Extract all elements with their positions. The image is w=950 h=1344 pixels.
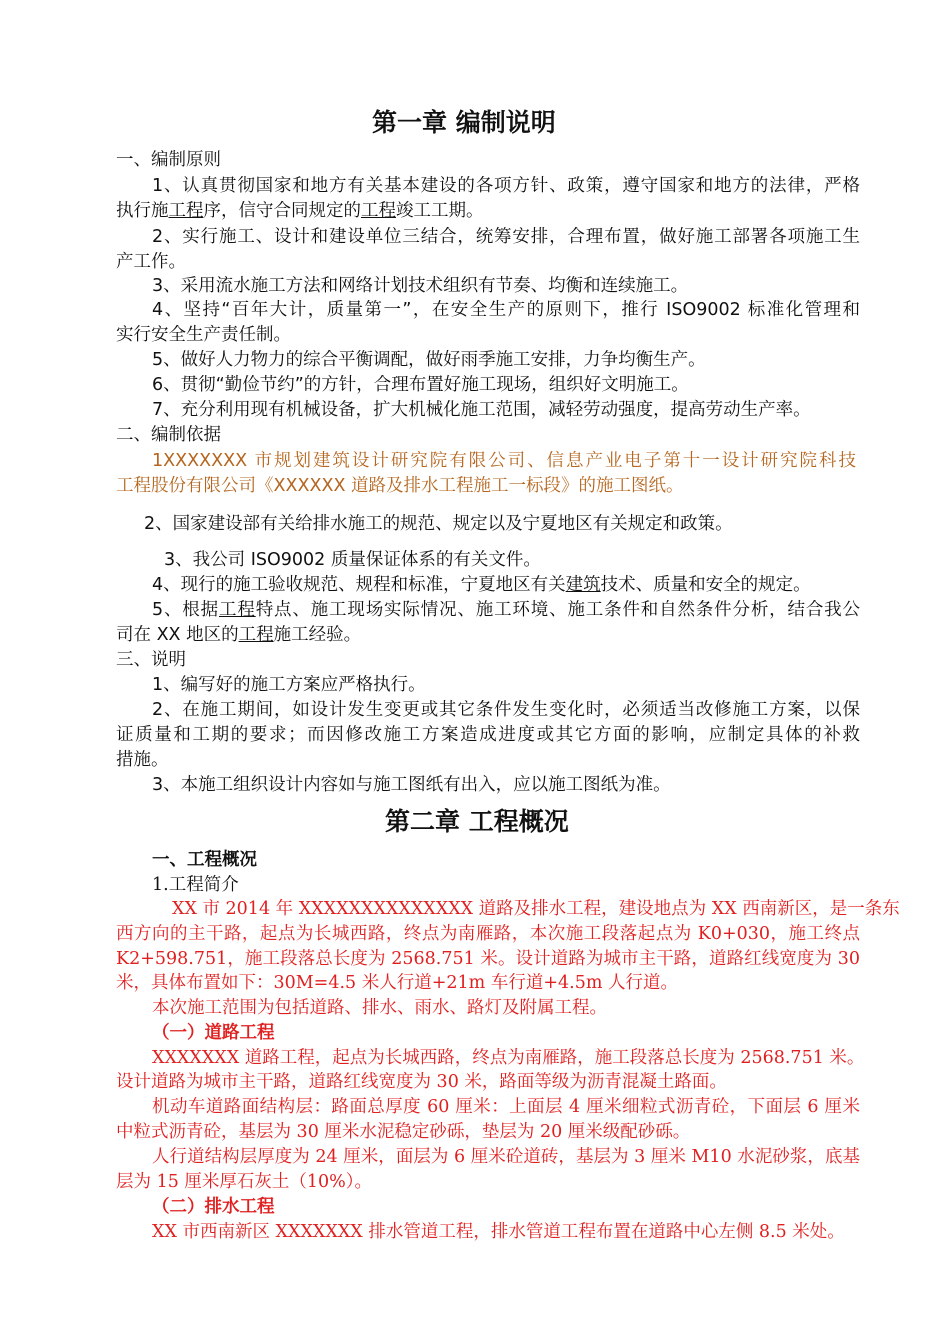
paragraph-line: 措施。 [116, 750, 169, 770]
paragraph-line: 1XXXXXXX 市规划建筑设计研究院有限公司、信息产业电子第十一设计研究院科技 [152, 451, 856, 471]
paragraph-line: 2、实行施工、设计和建设单位三结合，统筹安排，合理布置，做好施工部署各项施工生 [152, 227, 860, 247]
paragraph-line: 工程股份有限公司《XXXXXX 道路及排水工程施工一标段》的施工图纸。 [116, 476, 684, 496]
paragraph-line: 1、编写好的施工方案应严格执行。 [152, 675, 426, 695]
paragraph-line: 1、认真贯彻国家和地方有关基本建设的各项方针、政策，遵守国家和地方的法律，严格 [152, 176, 860, 196]
paragraph-line: 证质量和工期的要求；而因修改施工方案造成进度或其它方面的影响，应制定具体的补救 [116, 725, 860, 745]
paragraph-line: 本次施工范围为包括道路、排水、雨水、路灯及附属工程。 [152, 998, 607, 1018]
paragraph-line: 实行安全生产责任制。 [116, 325, 291, 345]
paragraph-line: 2、在施工期间，如设计发生变更或其它条件发生变化时，必须适当改修施工方案，以保 [152, 700, 860, 720]
section-heading-overview: 一、工程概况 [152, 850, 257, 870]
paragraph-line: 6、贯彻“勤俭节约”的方针，合理布置好施工现场，组织好文明施工。 [152, 375, 689, 395]
paragraph-line: XXXXXXX 道路工程，起点为长城西路，终点为南雁路，施工段落总长度为 2568.751 米。 [152, 1048, 865, 1068]
paragraph-line: 5、做好人力物力的综合平衡调配，做好雨季施工安排，力争均衡生产。 [152, 350, 706, 370]
paragraph-line: 5、根据工程特点、施工现场实际情况、施工环境、施工条件和自然条件分析，结合我公 [152, 600, 861, 620]
paragraph-line: 西方向的主干路，起点为长城西路，终点为南雁路，本次施工段落起点为 K0+030，施工终点 [116, 924, 860, 944]
subheading-road-works: （一）道路工程 [152, 1023, 275, 1043]
paragraph-line: K2+598.751，施工段落总长度为 2568.751 米。设计道路为城市主干路，道路红线宽度为 30 [116, 949, 860, 969]
paragraph-line: 产工作。 [116, 252, 186, 272]
paragraph-line: 司在 XX 地区的工程施工经验。 [116, 625, 362, 645]
paragraph-line: 3、本施工组织设计内容如与施工图纸有出入，应以施工图纸为准。 [152, 775, 671, 795]
paragraph-line: XX 市西南新区 XXXXXXX 排水管道工程，排水管道工程布置在道路中心左侧 8.5 米处。 [152, 1222, 845, 1242]
section-heading-principles: 一、编制原则 [116, 150, 221, 170]
subheading-drainage-works: （二）排水工程 [152, 1197, 275, 1217]
paragraph-line: 3、采用流水施工方法和网络计划技术组织有节奏、均衡和连续施工。 [152, 276, 689, 296]
paragraph-line: 层为 15 厘米厚石灰土（10%）。 [116, 1172, 373, 1192]
paragraph-line: 执行施工程序，信守合同规定的工程竣工工期。 [116, 201, 484, 221]
paragraph-line: 人行道结构层厚度为 24 厘米，面层为 6 厘米砼道砖，基层为 3 厘米 M10 水泥砂浆，底基 [152, 1147, 860, 1167]
section-heading-basis: 二、编制依据 [116, 425, 221, 445]
chapter1-title: 第一章 编制说明 [372, 108, 556, 137]
paragraph-line: XX 市 2014 年 XXXXXXXXXXXXXX 道路及排水工程，建设地点为 XX 西南新区，是一条东 [172, 899, 900, 919]
paragraph-line: 4、坚持“百年大计，质量第一”，在安全生产的原则下，推行 ISO9002 标准化管理和 [152, 300, 860, 320]
paragraph-line: 3、我公司 ISO9002 质量保证体系的有关文件。 [164, 550, 541, 570]
section-heading-notes: 三、说明 [116, 650, 186, 670]
paragraph-line: 米，具体布置如下：30M=4.5 米人行道+21m 车行道+4.5m 人行道。 [116, 973, 678, 993]
paragraph-line: 7、充分利用现有机械设备，扩大机械化施工范围，减轻劳动强度，提高劳动生产率。 [152, 400, 811, 420]
paragraph-line: 机动车道路面结构层：路面总厚度 60 厘米：上面层 4 厘米细粒式沥青砼，下面层 6 厘米 [152, 1097, 860, 1117]
paragraph-line: 4、现行的施工验收规范、规程和标准，宁夏地区有关建筑技术、质量和安全的规定。 [152, 575, 811, 595]
paragraph-line: 设计道路为城市主干路，道路红线宽度为 30 米，路面等级为沥青混凝土路面。 [116, 1072, 727, 1092]
subheading-intro: 1.工程简介 [152, 875, 239, 895]
chapter2-title: 第二章 工程概况 [385, 807, 569, 836]
paragraph-line: 2、国家建设部有关给排水施工的规范、规定以及宁夏地区有关规定和政策。 [144, 514, 733, 534]
paragraph-line: 中粒式沥青砼，基层为 30 厘米水泥稳定砂砾，垫层为 20 厘米级配砂砾。 [116, 1122, 691, 1142]
